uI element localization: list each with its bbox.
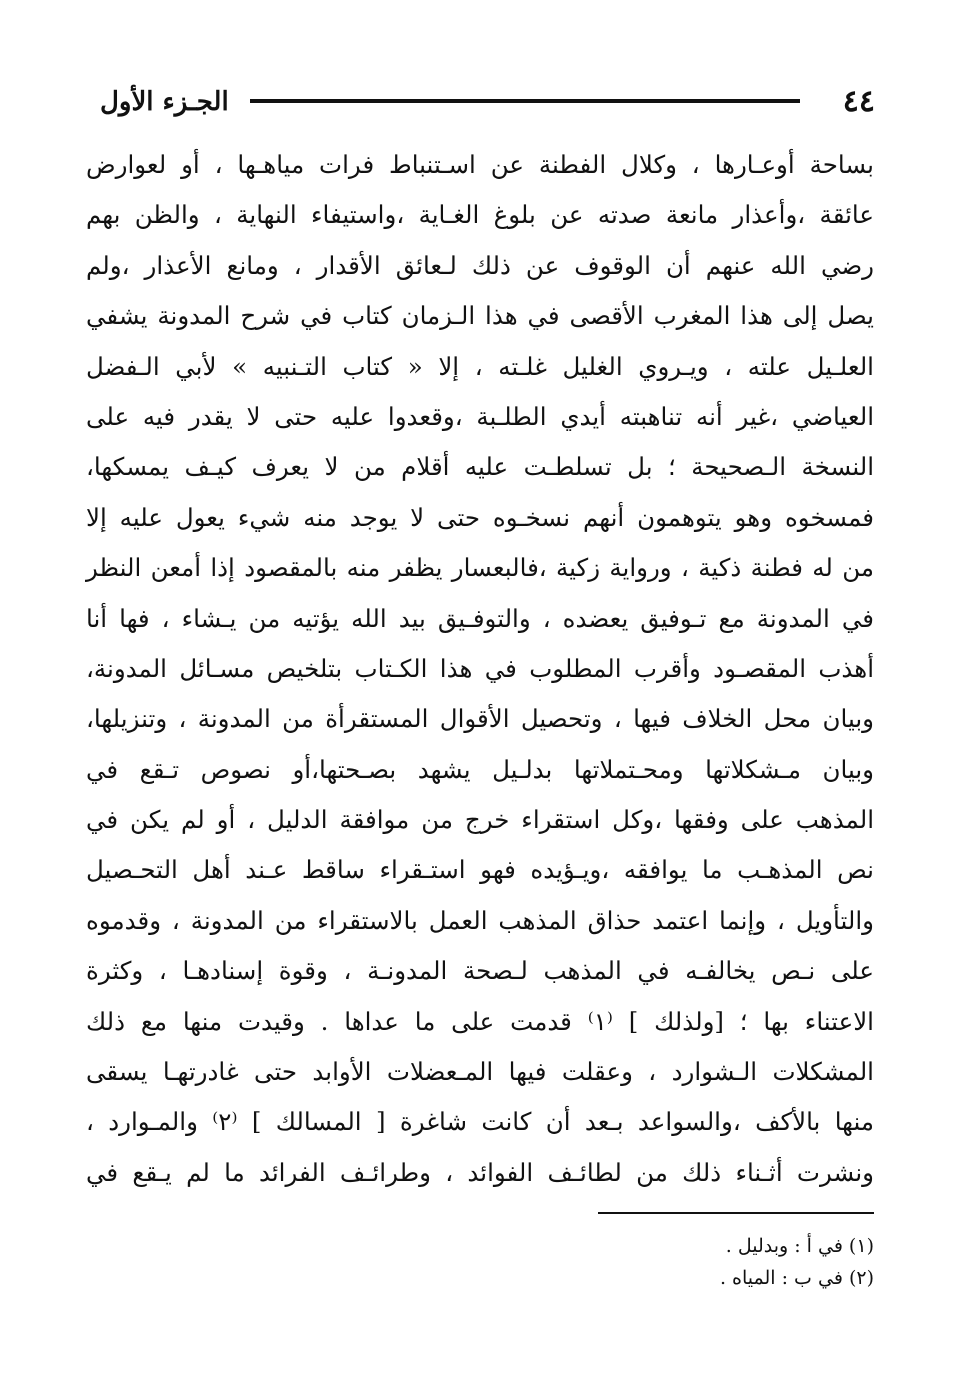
running-title: الجـزء الأول bbox=[100, 87, 229, 117]
footnote-2: (٢) في ب : المياه . bbox=[719, 1267, 874, 1289]
text-line: المشكلات الـشوارد ، وعقلت فيها المـعضلات الأوابد حتى غادرتهـا يسقى bbox=[86, 1057, 874, 1087]
text-line: المذهب على وفقها ،وكل استقراء خرج من موافقة الدليل ، أو لم يكن في bbox=[86, 805, 874, 835]
text-line: منها بالأكف ،والسواعد بـعد أن كانت شاغرة [ المسالك ] ⁽٢⁾ والمـوارد ، bbox=[86, 1107, 874, 1137]
header-rule bbox=[250, 99, 800, 103]
text-line: العياضي ،غير أنه تناهبته أيدي الطلـبة ،وقعدوا عليه حتى لا يقدر فيه على bbox=[86, 401, 874, 431]
text-line: في المدونة مع تـوفيق يعضده ، والتوفـيق بيد الله يؤتيه من يـشاء ، فها أنا bbox=[86, 603, 874, 633]
page-header bbox=[100, 82, 875, 122]
text-line: العلـيل علته ، ويـروي الغليل غلـته ، إلا « كتاب التـنبيه » لأبي الـفضل bbox=[86, 351, 874, 381]
text-line: وبيان محل الخلاف فيها ، وتحصيل الأقوال المستقرأة من المدونة ، وتنزيلها، bbox=[86, 704, 874, 734]
text-line: على نـص يخالفـه في المذهب لـصحة المدونـة ، وقوة إسنادهـا ، وكثرة bbox=[86, 956, 874, 986]
page-number: ٤٤ bbox=[842, 84, 875, 119]
text-line: عائقة ،وأعذار مانعة صدته عن بلوغ الغـاية ،واستيفاء النهاية ، والظن بهم bbox=[86, 200, 874, 230]
text-line: وبيان مـشكلاتها ومحـتملاتها بدلـيل يشهد بصـحتها،أو نصوص تـقع في bbox=[86, 754, 874, 784]
text-line: أهذب المقصـود وأقرب المطلوب في هذا الكـتاب بتلخيص مسـائل المدونة، bbox=[86, 653, 874, 683]
footnote-rule bbox=[598, 1212, 874, 1214]
body-text bbox=[86, 140, 874, 1198]
text-line: الاعتناء بها ؛ [ولذلك ] ⁽١⁾ قدمت على ما عداها . وقيدت منها مع ذلك bbox=[86, 1006, 874, 1036]
text-line: والتأويل ، وإنما اعتمد حذاق المذهب العمل بالاستقراء من المدونة ، وقدموه bbox=[86, 905, 874, 935]
footnotes bbox=[474, 1230, 874, 1294]
footnote-1: (١) في أ : وبدليل . bbox=[725, 1235, 874, 1257]
text-line: يصل إلى هذا المغرب الأقصى في هذا الـزمان كتاب في شرح المدونة يشفي bbox=[86, 301, 874, 331]
text-line: النسخة الـصحيحة ؛ بل تسلطـت عليه أقلام من لا يعرف كيـف يمسكها، bbox=[86, 452, 874, 482]
text-line: بساحة أوعـارها ، وكلال الفطنة عن اسـتنباط فرات مياهـها ، أو لعوارض bbox=[86, 150, 874, 179]
text-line: رضي الله عنهم أن الوقوف عن ذلك لـعائق الأقدار ، ومانع الأعذار ،ولم bbox=[86, 250, 874, 280]
text-line: نص المذهـب ما يوافقه ،ويـؤيده فهو استـقراء ساقط عـند أهل التحـصيل bbox=[86, 855, 874, 885]
text-line: من له فطنة ذكية ، ورواية زكية ،فالبعسار يظفر منه بالمقصود إذا أمعن النظر bbox=[86, 553, 874, 583]
text-line: فمسخوه وهو يتوهمون أنهم نسخـوه حتى لا يوجد منه شيء يعول عليه إلا bbox=[86, 502, 874, 532]
text-line: ونشرت أثـناء ذلك من لطائـف الفوائد ، وطرائـف الفرائد ما لم يـقع في bbox=[86, 1157, 874, 1187]
